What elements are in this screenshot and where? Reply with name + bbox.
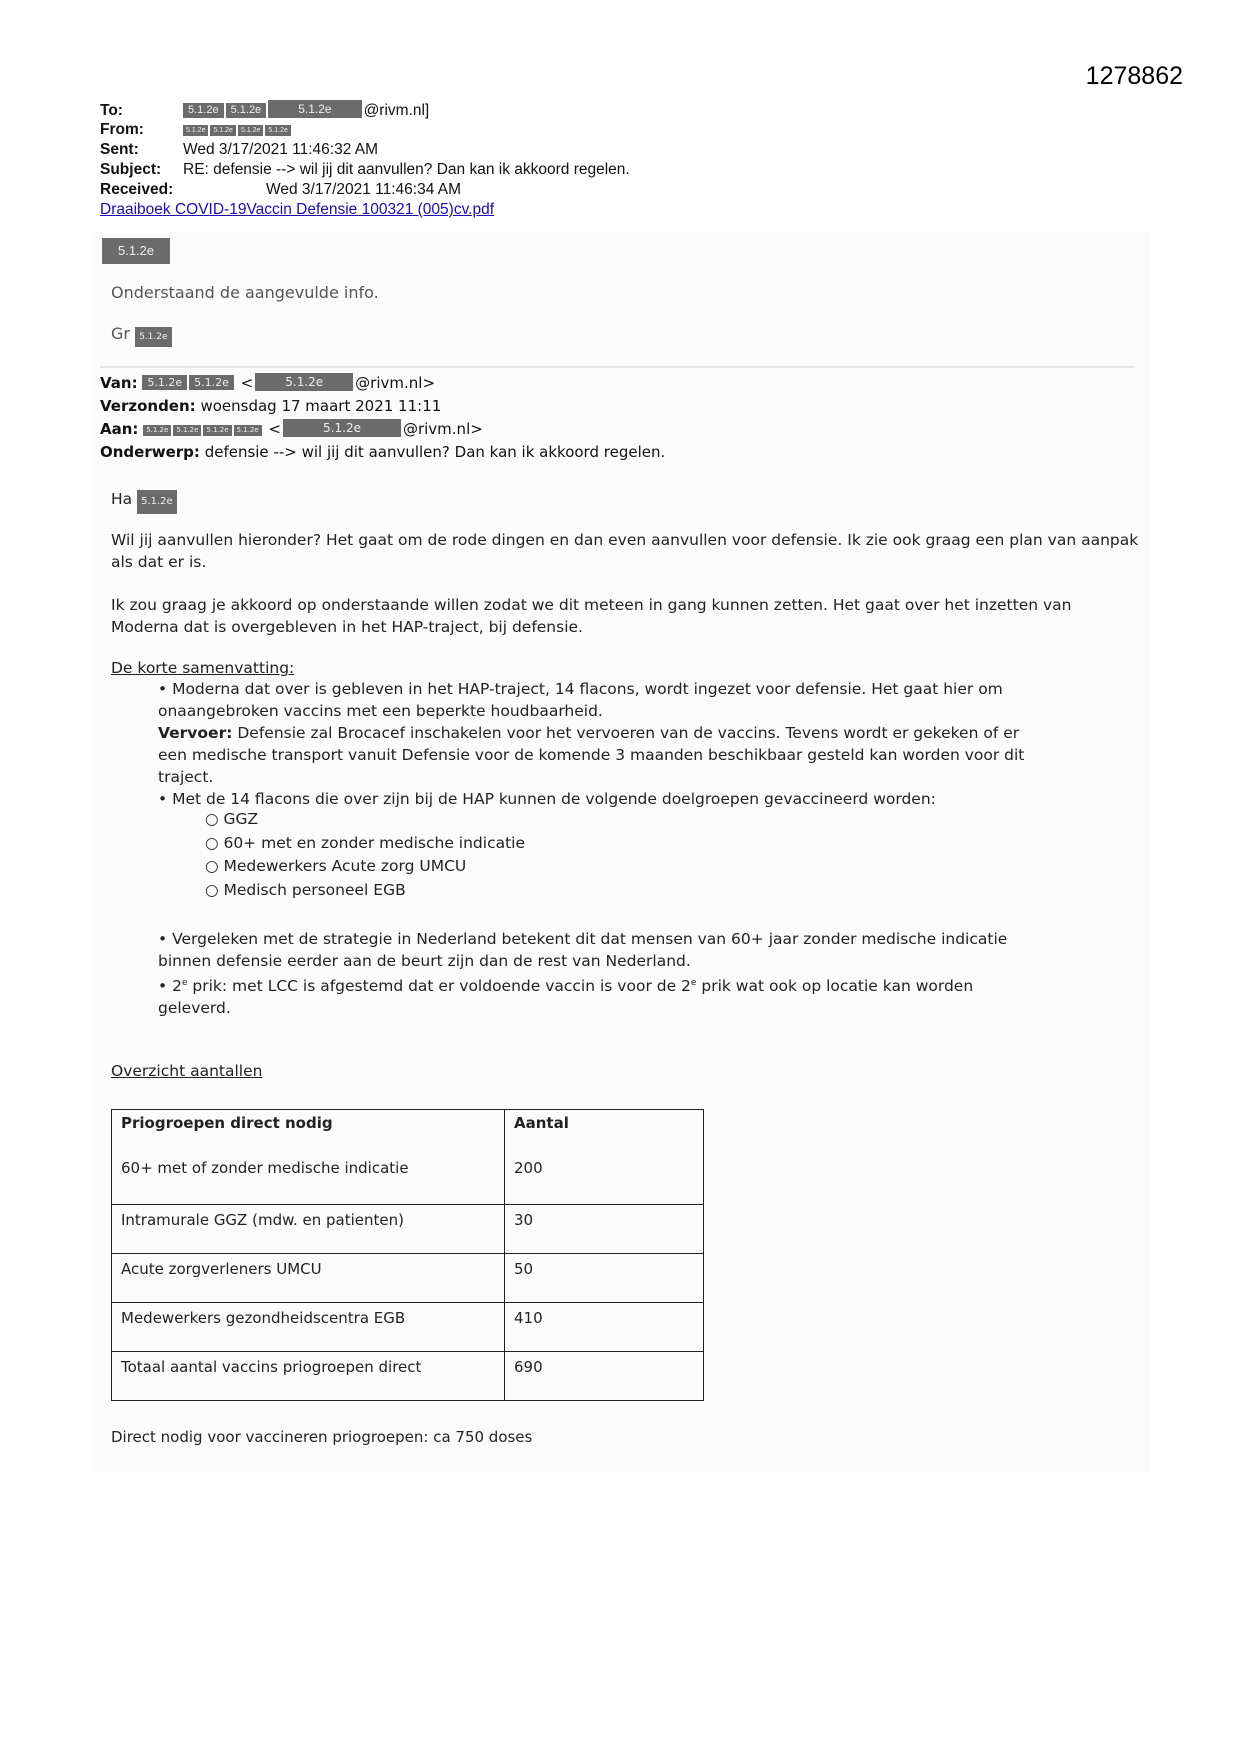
aan-label: Aan:	[100, 420, 139, 438]
bullet-line: binnen defensie eerder aan de beurt zijn dan de rest van Nederland.	[158, 952, 691, 970]
redaction: 5.1.2e	[183, 103, 224, 118]
document-id: 1278862	[1085, 62, 1183, 90]
summary-bullets	[158, 678, 1148, 810]
attachment-link[interactable]: Draaiboek COVID-19Vaccin Defensie 100321 (005)cv.pdf	[100, 201, 495, 218]
to-domain: @rivm.nl]	[363, 102, 430, 119]
received-row	[100, 180, 630, 200]
separator-line	[100, 366, 1135, 368]
redaction: 5.1.2e	[137, 490, 177, 514]
redaction: 5.1.2e	[135, 327, 171, 347]
bullet-line: • Moderna dat over is gebleven in het HAP-traject, 14 flacons, wordt ingezet voor defensie. Het gaat hier om	[158, 680, 1003, 698]
bullet-line: traject.	[158, 768, 214, 786]
attachment-row	[100, 200, 630, 220]
to-row	[100, 100, 630, 120]
summary-bullets-2	[158, 928, 1148, 1019]
cell-count: 50	[505, 1254, 704, 1303]
list-item: ○ Medewerkers Acute zorg UMCU	[205, 857, 467, 875]
verzonden-row	[100, 395, 665, 418]
greeting	[111, 488, 179, 514]
cell-group: 60+ met of zonder medische indicatie	[121, 1159, 409, 1177]
received-value: Wed 3/17/2021 11:46:34 AM	[266, 181, 462, 198]
redaction: 5.1.2e	[255, 373, 353, 391]
onderwerp-row	[100, 441, 665, 464]
superscript: e	[690, 978, 697, 988]
table-row	[112, 1352, 704, 1401]
vervoer-label: Vervoer:	[158, 724, 233, 742]
redaction: 5.1.2e	[173, 425, 201, 436]
redaction: 5.1.2e	[183, 125, 208, 136]
column-header: Aantal	[514, 1114, 569, 1132]
list-item: ○ GGZ	[205, 810, 259, 828]
closing-text: Gr	[111, 324, 130, 343]
cell-group: Totaal aantal vaccins priogroepen direct	[112, 1352, 505, 1401]
van-label: Van:	[100, 374, 138, 392]
cell-count: 410	[505, 1303, 704, 1352]
redaction: 5.1.2e	[142, 375, 187, 390]
vervoer-line	[158, 722, 1148, 744]
cell-group: Medewerkers gezondheidscentra EGB	[112, 1303, 505, 1352]
van-domain: @rivm.nl>	[355, 374, 436, 392]
redaction: 5.1.2e	[226, 103, 267, 118]
paragraph-request: Wil jij aanvullen hieronder? Het gaat om de rode dingen en dan even aanvullen voor defensie. Ik zie ook graag een plan van aanpak als dat er is.	[111, 531, 1139, 571]
paragraph-approval: Ik zou graag je akkoord op onderstaande willen zodat we dit meteen in gang kunnen zetten. Het gaat over het inzetten van Moderna dat is overgebleven in het HAP-traject, bij defensie.	[111, 596, 1072, 636]
redaction: 5.1.2e	[238, 125, 263, 136]
bullet-line	[158, 972, 1148, 997]
table-row	[112, 1110, 704, 1205]
verzonden-value: woensdag 17 maart 2021 11:11	[200, 397, 442, 415]
aan-domain: @rivm.nl>	[402, 420, 483, 438]
redaction: 5.1.2e	[189, 375, 234, 390]
from-label: From:	[100, 121, 144, 138]
b4-pre: • 2	[158, 977, 182, 996]
sent-label: Sent:	[100, 141, 139, 158]
redaction: 5.1.2e	[234, 425, 262, 436]
van-row: Van: 5.1.2e 5.1.2e < 5.1.2e @rivm.nl>	[100, 374, 436, 392]
cell-count: 200	[514, 1159, 543, 1177]
overview-heading: Overzicht aantallen	[111, 1062, 263, 1080]
greeting-text: Ha	[111, 490, 133, 508]
bullet-line: onaangebroken vaccins met een beperkte houdbaarheid.	[158, 702, 603, 720]
superscript: e	[181, 978, 188, 988]
table-row	[112, 1303, 704, 1352]
b4-post: prik wat ook op locatie kan worden	[696, 977, 974, 996]
table-cell	[505, 1110, 704, 1205]
onderwerp-value: defensie --> wil jij dit aanvullen? Dan kan ik akkoord regelen.	[204, 443, 666, 461]
sent-value: Wed 3/17/2021 11:46:32 AM	[183, 141, 379, 158]
reply-intro: Onderstaand de aangevulde info.	[111, 283, 379, 302]
redaction: 5.1.2e	[265, 125, 290, 136]
list-item: ○ Medisch personeel EGB	[205, 880, 406, 899]
forwarded-header	[100, 372, 665, 464]
cell-group: Intramurale GGZ (mdw. en patienten)	[112, 1205, 505, 1254]
bullet-line: een medische transport vanuit Defensie voor de komende 3 maanden beschikbaar gesteld kan worden voor dit	[158, 746, 1025, 764]
to-label: To:	[100, 102, 123, 119]
cell-group: Acute zorgverleners UMCU	[112, 1254, 505, 1303]
subject-row	[100, 160, 630, 180]
target-groups-list	[205, 808, 525, 902]
subject-label: Subject:	[100, 161, 162, 178]
onderwerp-label: Onderwerp:	[100, 443, 200, 461]
reply-closing	[111, 324, 174, 347]
from-row	[100, 120, 630, 140]
sent-row	[100, 140, 630, 160]
redaction: 5.1.2e	[102, 238, 170, 264]
verzonden-label: Verzonden:	[100, 397, 196, 415]
column-header: Priogroepen direct nodig	[121, 1114, 333, 1132]
summary-heading: De korte samenvatting:	[111, 659, 295, 677]
table-row	[112, 1254, 704, 1303]
redaction: 5.1.2e	[143, 425, 171, 436]
b4-mid: prik: met LCC is afgestemd dat er voldoende vaccin is voor de 2	[187, 977, 691, 996]
cell-count: 30	[505, 1205, 704, 1254]
cell-count: 690	[505, 1352, 704, 1401]
subject-value: RE: defensie --> wil jij dit aanvullen? Dan kan ik akkoord regelen.	[183, 161, 630, 178]
bullet-line: geleverd.	[158, 999, 231, 1018]
vervoer-text: Defensie zal Brocacef inschakelen voor het vervoeren van de vaccins. Tevens wordt er gekeken of er	[232, 724, 1020, 742]
redaction: 5.1.2e	[268, 100, 361, 118]
footer-note: Direct nodig voor vaccineren priogroepen: ca 750 doses	[111, 1428, 533, 1446]
aan-row: Aan: 5.1.2e 5.1.2e 5.1.2e 5.1.2e < 5.1.2e @rivm.nl>	[100, 420, 483, 438]
received-label: Received:	[100, 181, 174, 198]
bullet-line: • Vergeleken met de strategie in Nederland betekent dit dat mensen van 60+ jaar zonder medische indicatie	[158, 930, 1008, 948]
redaction: 5.1.2e	[203, 425, 231, 436]
redaction: 5.1.2e	[283, 419, 401, 437]
bullet-line: • Met de 14 flacons die over zijn bij de HAP kunnen de volgende doelgroepen gevaccineerd worden:	[158, 790, 936, 808]
priority-groups-table	[111, 1109, 704, 1401]
table-cell	[112, 1110, 505, 1205]
list-item: ○ 60+ met en zonder medische indicatie	[205, 833, 526, 852]
table-row	[112, 1205, 704, 1254]
email-header	[100, 100, 630, 220]
redaction: 5.1.2e	[210, 125, 235, 136]
reply-salutation	[102, 238, 172, 264]
